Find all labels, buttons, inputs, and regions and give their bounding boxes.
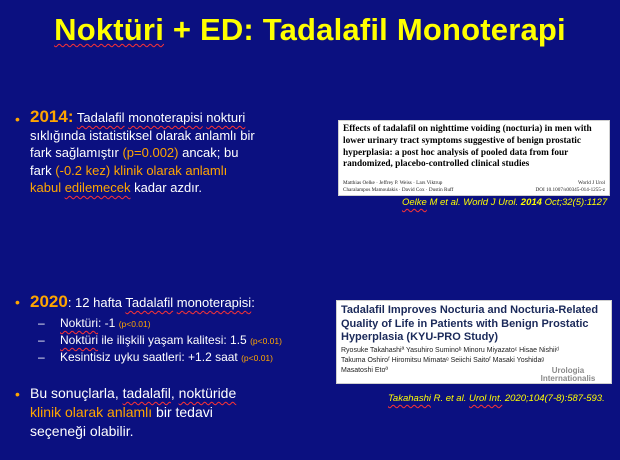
word: Noktüri [60, 316, 99, 330]
paper-title: Effects of tadalafil on nighttime voiding (nocturia) in men with lower urinary tract symptoms suggestive of benign prostatic hyperplasia: a post hoc analysis of pooled data from four randomized, placebo-controlled clinical studies [343, 124, 592, 170]
logo-text: Urologia [551, 366, 585, 375]
caption-text: R. et al. [430, 393, 469, 404]
caption-text: Oct;32(5):1127 [541, 197, 608, 208]
caption-text: 2020;104(7-8):587-593. [502, 393, 605, 404]
citation-2014 [402, 197, 607, 208]
text: seçeneği olabilir. [30, 423, 134, 439]
year-label: 2014: [30, 107, 74, 126]
word: monoterapisi [128, 110, 203, 125]
p-value: (p<0.01) [118, 319, 151, 329]
title-rest: + ED: Tadalafil Monoterapi [164, 12, 566, 47]
text: : [251, 295, 255, 310]
bullet-dot: • [15, 294, 20, 310]
text: Bu sonuçlarla, [30, 385, 123, 401]
word: nokturi [206, 110, 246, 125]
result-text: Kesintisiz uyku saatleri: +1.2 saat [60, 350, 242, 364]
text: , [170, 385, 179, 401]
caption-year: 2014 [520, 197, 542, 208]
bullet-2020 [30, 292, 330, 312]
result-text: ile ilişkili yaşam kalitesi: 1.5 [98, 333, 251, 347]
journal-name: World J Urol [578, 180, 605, 186]
paper-authors: Takuma Oshiroᶠ Hiromitsu Mimataᵉ Seiichi Saitoᶠ Masaki Yoshidaᵍ [341, 357, 544, 364]
journal-logo [531, 367, 605, 383]
caption-journal: Urol Int. [468, 393, 503, 404]
title-word: Noktüri [54, 12, 165, 47]
slide-title [0, 12, 620, 48]
bullet-dot: • [15, 386, 20, 402]
caption-author: Takahashi [388, 393, 431, 404]
word: noktüride [178, 385, 237, 401]
p-value: (p=0.002) [122, 145, 179, 160]
result-item: – Noktüri ile ilişkili yaşam kalitesi: 1.5 (p<0.01) [38, 333, 282, 347]
caption-text: M et al. World J Urol. [426, 197, 521, 208]
highlight-text: kabul [30, 180, 65, 195]
paper-authors: Matthias Oelke · Jeffrey P. Weiss · Lars Viktrup [343, 180, 443, 186]
word: monoterapisi [176, 295, 252, 310]
highlight-text: klinik olarak anlamlı [30, 404, 153, 420]
word: tadalafil [122, 385, 171, 401]
result-item: – Noktüri: -1 (p<0.01) [38, 316, 151, 330]
paper-2020-image [336, 300, 612, 384]
paper-authors: Ryosuke Takahashiª Yasuhiro Suminoᵇ Minoru Miyazatoᶜ Hisae Nishiiᵈ [341, 347, 559, 354]
text: : 12 hafta [67, 295, 126, 310]
logo-text: Internationalis [540, 374, 596, 383]
paper-authors: Masatoshi Etoª [341, 367, 388, 374]
paper-2014-image [338, 120, 610, 196]
text-line: kadar azdır. [130, 180, 203, 195]
text-line: sıklığında istatistiksel olarak anlamlı bir [30, 127, 255, 143]
text-line: fark sağlamıştır [30, 145, 123, 160]
caption-author: Oelke [402, 197, 427, 208]
bullet-conclusion [30, 384, 330, 441]
citation-2020 [388, 393, 605, 404]
text-line: ancak; bu [178, 145, 239, 160]
paper-authors: Charalampos Mamoulakis · David Cox · Dustin Ruff [343, 187, 454, 193]
result-text: : -1 [98, 316, 119, 330]
doi: DOI 10.1007/s00345-014-1255-z [535, 187, 605, 193]
text-line: fark [30, 162, 56, 178]
result-item: – Kesintisiz uyku saatleri: +1.2 saat (p<0.01) [38, 350, 273, 364]
highlight-text: (-0.2 kez) klinik olarak anlamlı [55, 162, 228, 178]
year-label: 2020 [30, 292, 68, 311]
p-value: (p<0.01) [250, 336, 282, 346]
highlight-text: edilemecek [64, 180, 131, 195]
bullet-dot: • [15, 111, 20, 127]
text: bir tedavi [152, 404, 213, 420]
word: Tadalafil [76, 110, 125, 125]
word: Noktüri [60, 333, 99, 347]
paper-title: Tadalafil Improves Nocturia and Nocturia-Related Quality of Life in Patients with Benign Prostatic Hyperplasia (KYU-PRO Study) [341, 304, 599, 343]
p-value: (p<0.01) [241, 353, 273, 363]
word: Tadalafil [125, 295, 174, 310]
bullet-2014 [30, 108, 325, 197]
